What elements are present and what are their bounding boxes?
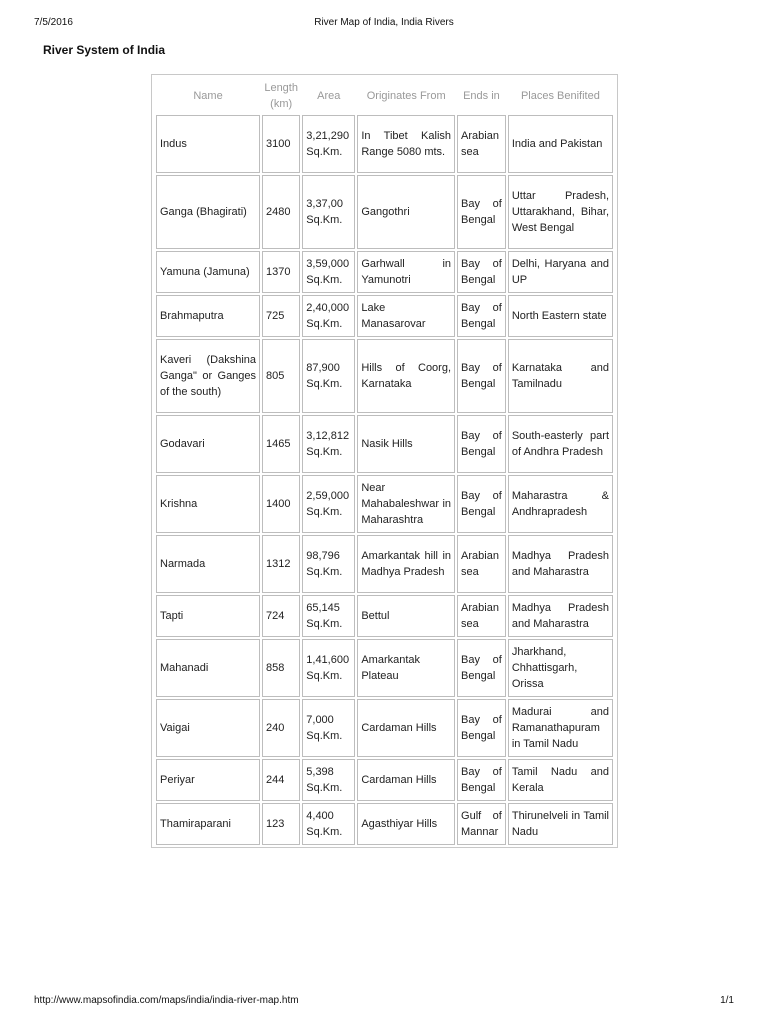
cell-length: 123 — [262, 803, 300, 845]
cell-origin: Bettul — [357, 595, 455, 637]
cell-river-name: Yamuna (Jamuna) — [156, 251, 260, 293]
cell-ends-in: Bay of Bengal — [457, 339, 506, 413]
cell-length: 1465 — [262, 415, 300, 473]
cell-places: Madhya Pradesh and Maharastra — [508, 535, 613, 593]
river-table — [154, 77, 615, 847]
cell-ends-in: Arabian sea — [457, 115, 506, 173]
cell-river-name: Godavari — [156, 415, 260, 473]
column-header-length: Length (km) — [264, 82, 298, 110]
cell-origin: Lake Manasarovar — [357, 295, 455, 337]
cell-area: 2,59,000 Sq.Km. — [302, 475, 355, 533]
cell-area: 3,12,812 Sq.Km. — [302, 415, 355, 473]
column-header-area: Area — [317, 90, 341, 102]
cell-places: Karnataka and Tamilnadu — [508, 339, 613, 413]
cell-ends-in: Bay of Bengal — [457, 475, 506, 533]
cell-origin: Amarkantak hill in Madhya Pradesh — [357, 535, 455, 593]
cell-river-name: Krishna — [156, 475, 260, 533]
cell-ends-in: Gulf of Mannar — [457, 803, 506, 845]
table-row — [156, 595, 613, 637]
table-row — [156, 415, 613, 473]
cell-area: 1,41,600 Sq.Km. — [302, 639, 355, 697]
cell-river-name: Narmada — [156, 535, 260, 593]
cell-ends-in: Bay of Bengal — [457, 175, 506, 249]
table-row — [156, 759, 613, 801]
page-number: 1/1 — [720, 995, 734, 1006]
table-row — [156, 535, 613, 593]
cell-river-name: Indus — [156, 115, 260, 173]
source-url: http://www.mapsofindia.com/maps/india/india-river-map.htm — [34, 995, 299, 1006]
cell-length: 2480 — [262, 175, 300, 249]
cell-origin: Near Mahabaleshwar in Maharashtra — [357, 475, 455, 533]
cell-places: Maharastra & Andhrapradesh — [508, 475, 613, 533]
table-row — [156, 475, 613, 533]
print-date: 7/5/2016 — [34, 17, 73, 28]
cell-origin: Garhwall in Yamunotri — [357, 251, 455, 293]
table-row — [156, 295, 613, 337]
cell-origin: Hills of Coorg, Karnataka — [357, 339, 455, 413]
river-table-frame — [151, 74, 618, 848]
cell-origin: Cardaman Hills — [357, 759, 455, 801]
cell-length: 1312 — [262, 535, 300, 593]
cell-ends-in: Bay of Bengal — [457, 251, 506, 293]
cell-origin: In Tibet Kalish Range 5080 mts. — [357, 115, 455, 173]
cell-area: 7,000 Sq.Km. — [302, 699, 355, 757]
table-row — [156, 639, 613, 697]
column-header-places: Places Benifited — [520, 90, 600, 102]
cell-ends-in: Arabian sea — [457, 595, 506, 637]
cell-river-name: Mahanadi — [156, 639, 260, 697]
cell-river-name: Ganga (Bhagirati) — [156, 175, 260, 249]
table-row — [156, 115, 613, 173]
table-row — [156, 699, 613, 757]
cell-length: 244 — [262, 759, 300, 801]
cell-places: Jharkhand, Chhattisgarh, Orissa — [508, 639, 613, 697]
table-row — [156, 251, 613, 293]
cell-area: 98,796 Sq.Km. — [302, 535, 355, 593]
column-header-origin: Originates From — [366, 90, 446, 102]
cell-origin: Amarkantak Plateau — [357, 639, 455, 697]
cell-area: 2,40,000 Sq.Km. — [302, 295, 355, 337]
column-header-name: Name — [193, 90, 223, 102]
cell-area: 65,145 Sq.Km. — [302, 595, 355, 637]
cell-places: Madurai and Ramanathapuram in Tamil Nadu — [508, 699, 613, 757]
cell-origin: Gangothri — [357, 175, 455, 249]
cell-river-name: Periyar — [156, 759, 260, 801]
cell-length: 3100 — [262, 115, 300, 173]
cell-origin: Agasthiyar Hills — [357, 803, 455, 845]
cell-length: 1400 — [262, 475, 300, 533]
cell-river-name: Vaigai — [156, 699, 260, 757]
table-header-row — [156, 79, 613, 113]
section-heading: River System of India — [43, 43, 166, 57]
cell-length: 805 — [262, 339, 300, 413]
cell-river-name: Brahmaputra — [156, 295, 260, 337]
cell-ends-in: Arabian sea — [457, 535, 506, 593]
cell-places: Delhi, Haryana and UP — [508, 251, 613, 293]
cell-ends-in: Bay of Bengal — [457, 639, 506, 697]
cell-area: 4,400 Sq.Km. — [302, 803, 355, 845]
cell-ends-in: Bay of Bengal — [457, 759, 506, 801]
cell-places: Thirunelveli in Tamil Nadu — [508, 803, 613, 845]
cell-places: India and Pakistan — [508, 115, 613, 173]
cell-places: Uttar Pradesh, Uttarakhand, Bihar, West Bengal — [508, 175, 613, 249]
table-row — [156, 803, 613, 845]
cell-origin: Cardaman Hills — [357, 699, 455, 757]
table-row — [156, 339, 613, 413]
cell-ends-in: Bay of Bengal — [457, 415, 506, 473]
cell-length: 240 — [262, 699, 300, 757]
table-row — [156, 175, 613, 249]
cell-area: 5,398 Sq.Km. — [302, 759, 355, 801]
cell-places: North Eastern state — [508, 295, 613, 337]
cell-length: 858 — [262, 639, 300, 697]
column-header-ends-in: Ends in — [463, 90, 500, 102]
cell-length: 724 — [262, 595, 300, 637]
cell-origin: Nasik Hills — [357, 415, 455, 473]
cell-area: 3,21,290 Sq.Km. — [302, 115, 355, 173]
cell-places: Tamil Nadu and Kerala — [508, 759, 613, 801]
cell-length: 725 — [262, 295, 300, 337]
cell-area: 3,37,00 Sq.Km. — [302, 175, 355, 249]
cell-river-name: Thamiraparani — [156, 803, 260, 845]
cell-places: Madhya Pradesh and Maharastra — [508, 595, 613, 637]
cell-ends-in: Bay of Bengal — [457, 699, 506, 757]
cell-area: 87,900 Sq.Km. — [302, 339, 355, 413]
print-page-title: River Map of India, India Rivers — [314, 17, 454, 28]
cell-ends-in: Bay of Bengal — [457, 295, 506, 337]
table-body — [156, 115, 613, 845]
cell-area: 3,59,000 Sq.Km. — [302, 251, 355, 293]
cell-length: 1370 — [262, 251, 300, 293]
cell-river-name: Kaveri (Dakshina Ganga" or Ganges of the south) — [156, 339, 260, 413]
cell-river-name: Tapti — [156, 595, 260, 637]
cell-places: South-easterly part of Andhra Pradesh — [508, 415, 613, 473]
